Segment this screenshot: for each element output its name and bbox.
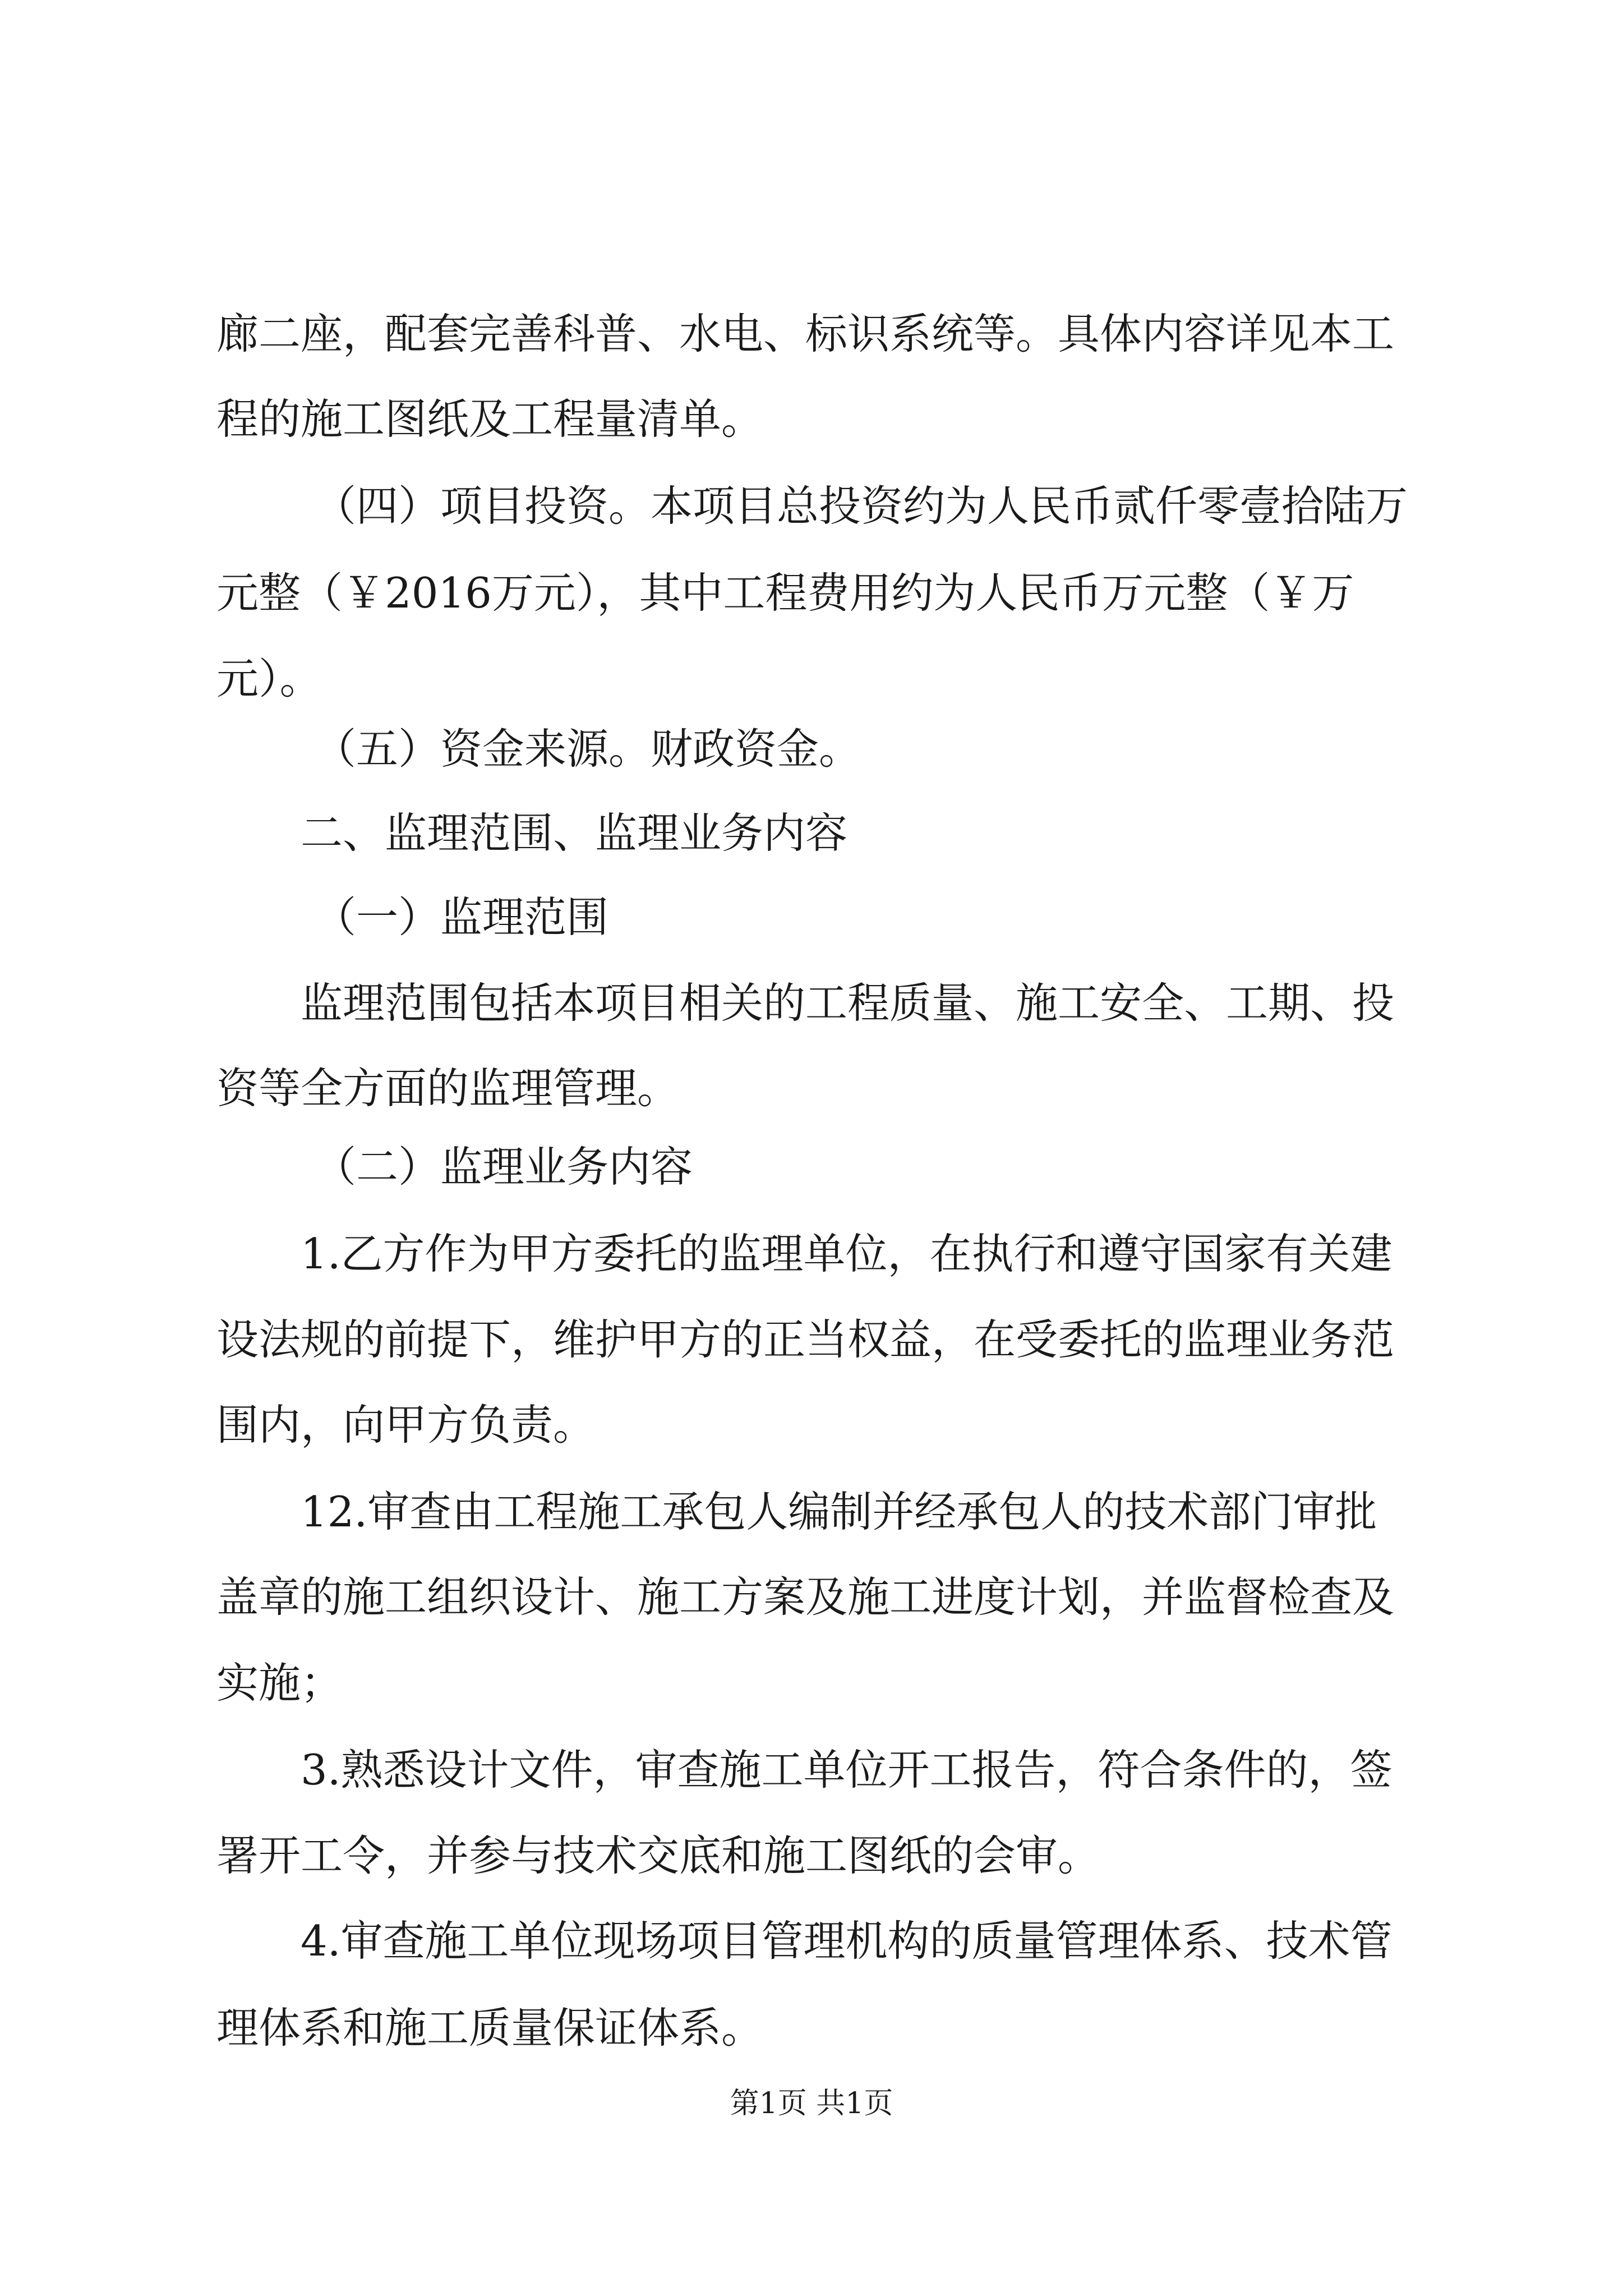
page-footer: 第1页 共1页	[730, 2087, 893, 2120]
body-text-line: 监理范围包括本项目相关的工程质量、施工安全、工期、投	[301, 978, 1395, 1028]
body-text-line: 设法规的前提下，维护甲方的正当权益，在受委托的监理业务范	[216, 1315, 1395, 1364]
section-heading-funding: （五）资金来源。财政资金。	[314, 724, 861, 774]
body-text-line: 盖章的施工组织设计、施工方案及施工进度计划，并监督检查及	[216, 1572, 1395, 1622]
body-text-line: 元）。	[216, 654, 322, 703]
body-text-line: 实施；	[216, 1658, 343, 1708]
list-item-line: 1.乙方作为甲方委托的监理单位，在执行和遵守国家有关建	[301, 1229, 1393, 1278]
subsection-heading-scope: （一）监理范围	[314, 892, 609, 942]
body-text-line: 围内，向甲方负责。	[216, 1400, 596, 1450]
body-text-line: 元整（￥2016万元），其中工程费用约为人民币万元整（￥万	[216, 568, 1354, 618]
list-item-line: 4.审查施工单位现场项目管理机构的质量管理体系、技术管	[301, 1916, 1393, 1966]
body-text-line: 理体系和施工质量保证体系。	[216, 2003, 764, 2053]
body-text-line: 程的施工图纸及工程量清单。	[216, 394, 764, 444]
body-text-line: 署开工令，并参与技术交底和施工图纸的会审。	[216, 1831, 1100, 1880]
list-item-line: 3.熟悉设计文件，审查施工单位开工报告，符合条件的，签	[301, 1745, 1393, 1795]
list-item-line: 12.审查由工程施工承包人编制并经承包人的技术部门审批	[301, 1487, 1377, 1536]
subsection-heading-content: （二）监理业务内容	[314, 1142, 693, 1191]
body-text-line: 资等全方面的监理管理。	[216, 1064, 680, 1113]
section-heading-investment: （四）项目投资。本项目总投资约为人民币贰仟零壹拾陆万	[314, 481, 1408, 531]
body-text-line: 廊二座，配套完善科普、水电、标识系统等。具体内容详见本工	[216, 309, 1395, 358]
section-heading-supervision: 二、监理范围、监理业务内容	[301, 808, 848, 858]
